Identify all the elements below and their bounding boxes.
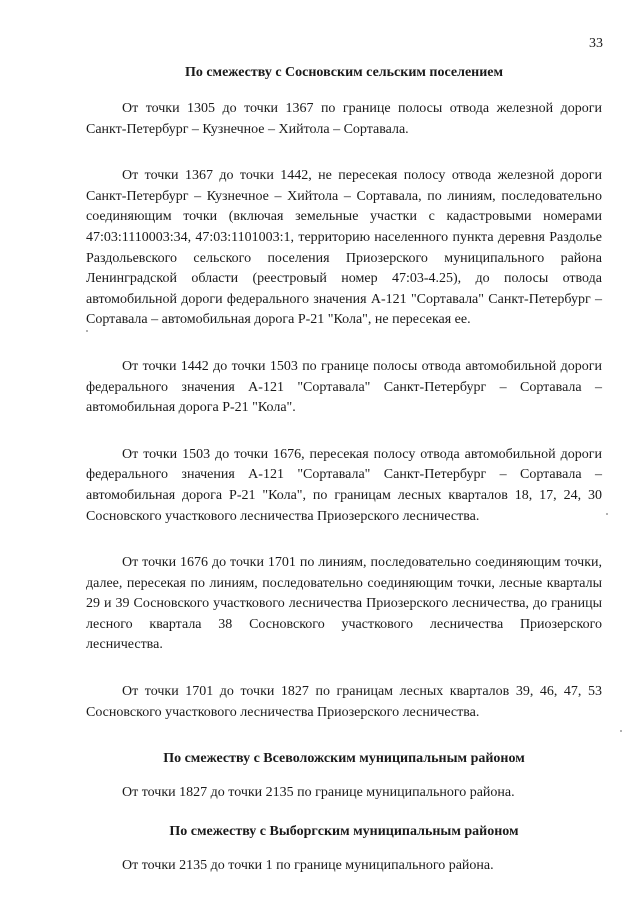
paragraph-1442-1503: От точки 1442 до точки 1503 по границе полосы отвода автомобильной дороги федерального значения А-121 "Сортавала" Санкт-Петербург – Сортавала – автомобильная дорога Р-21 "Кола". xyxy=(86,358,602,416)
scan-speck xyxy=(86,330,88,332)
paragraph-1305-1367: От точки 1305 до точки 1367 по границе полосы отвода железной дороги Санкт-Петербург – Кузнечное – Хийтола – Сортавала. xyxy=(86,101,602,137)
paragraph-1701-1827: От точки 1701 до точки 1827 по границам лесных кварталов 39, 46, 47, 53 Сосновского участкового лесничества Приозерского лесничества. xyxy=(86,684,602,720)
paragraph-1827-2135: От точки 1827 до точки 2135 по границе муниципального района. xyxy=(122,785,515,801)
scan-speck xyxy=(620,730,622,732)
paragraph-1367-1442: От точки 1367 до точки 1442, не пересекая полосу отвода железной дороги Санкт-Петербург – Кузнечное – Хийтола – Сортавала, по линиям, последовательно соединяющим точки (включая земельные участки с кадастровыми номерами 47:03:1110003:34, 47:03:1101003:1, территорию населенного пункта деревня Раздолье Раздольевского сельского поселения Приозерского муниципального района Ленинградской области (реестровый номер 47:03-4.25), до полосы отвода автомобильной дороги федерального значения А-121 "Сортавала" Санкт-Петербург – Сортавала – автомобильная дорога Р-21 "Кола", не пересекая ее. xyxy=(86,168,602,328)
section-heading-vyborgsky: По смежеству с Выборгским муниципальным районом xyxy=(169,823,519,839)
page-number: 33 xyxy=(589,36,603,51)
section-heading-vsevolozhsky: По смежеству с Всеволожским муниципальным районом xyxy=(163,751,525,767)
scan-speck xyxy=(606,513,608,515)
paragraph-1676-1701: От точки 1676 до точки 1701 по линиям, последовательно соединяющим точки, далее, пересекая по линиям, последовательно соединяющим точки, лесные кварталы 29 и 39 Сосновского участкового лесничества Приозерского лесничества, до границы лесного квартала 38 Сосновского участкового лесничества Приозерского лесничества. xyxy=(86,555,602,653)
section-heading-sosnovskoe: По смежеству с Сосновским сельским поселением xyxy=(184,65,504,80)
paragraph-1503-1676: От точки 1503 до точки 1676, пересекая полосу отвода автомобильной дороги федерального значения А-121 "Сортавала" Санкт-Петербург – Сортавала – автомобильная дорога Р-21 "Кола", по границам лесных кварталов 18, 17, 24, 30 Сосновского участкового лесничества Приозерского лесничества. xyxy=(86,446,602,524)
document-body xyxy=(86,63,602,876)
paragraph-2135-1: От точки 2135 до точки 1 по границе муниципального района. xyxy=(122,857,494,873)
